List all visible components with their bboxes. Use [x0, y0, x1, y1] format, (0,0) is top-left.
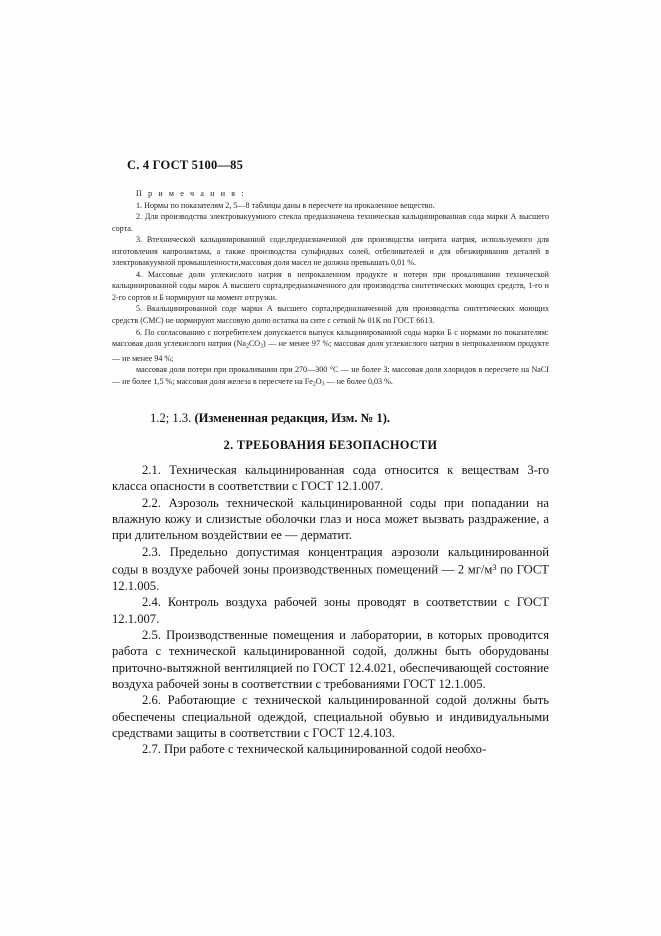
note-item: 2. Для производства электровакуумного стекла предназначена техническая кальцинированная сода марки А высшего сорта. [112, 212, 549, 233]
note6-text-e: O [315, 377, 322, 387]
note-item-6 [112, 327, 549, 365]
note-item: 3. Втехнической кальцинированной соде,предназначенной для производства нитрита натрия, используемого для изготовления капролактама, а также производства сульфидных солей, отбеливателей и для обезжиривания деталей в электровакуумной промышленности,массовая доля масел не должна превышать 0,01 %. [112, 235, 549, 268]
note6-subscript-4: 3 [321, 381, 325, 388]
clause-2-6: 2.6. Работающие с технической кальцинированной содой должны быть обеспечены специальной одеждой, специальной обувью и индивидуальными средствами защиты в соответствии с ГОСТ 12.4.103. [112, 693, 549, 740]
note6-text-c: ) — не менее 97 %; массовая доля углекислого натрия в непрокаленном продукте — не менее 94 %; [112, 339, 549, 363]
note6-text-d: массовая доля потери при прокаливании при 270—300 °C — не более 3; массовая доля хлоридов в пересчете на NaCI — не более 1,5 %; массовая доля железа в пересчете на Fe [112, 365, 549, 387]
note6-text-b: CO [248, 339, 261, 349]
clause-2-3 [112, 544, 549, 595]
note-item-6-continued [112, 364, 549, 390]
cubic-meter-superscript: 3 [492, 563, 497, 573]
running-head: С. 4 ГОСТ 5100—85 [127, 158, 244, 172]
clause-2-3-text-a: 2.3. Предельно допустимая концентрация аэрозоли кальцинированной соды в воздухе рабочей зоны производственных помещений — 2 мг/м [112, 544, 549, 577]
clause-2-1: 2.1. Техническая кальцинированная сода относится к веществам 3-го класса опасности в соответствии с ГОСТ 12.1.007. [112, 463, 549, 494]
amendment-clause-numbers: 1.2; 1.3. [150, 411, 195, 425]
clause-2-2: 2.2. Аэрозоль технической кальцинированной соды при попадании на влажную кожу и слизистые оболочки глаз и носа может вызвать раздражение, а при длительном воздействии ее — дерматит. [112, 495, 549, 543]
note6-text-a: 6. По согласованию с потребителем допускается выпуск кальцинированной соды марки Б с нормами по показателям: массовая доля углекислого натрия (Na [112, 327, 549, 349]
notes-block [112, 188, 549, 391]
section-heading: 2. ТРЕБОВАНИЯ БЕЗОПАСНОСТИ [223, 438, 438, 452]
clause-2-3-text-b: по ГОСТ 12.1.005. [112, 562, 549, 593]
note-item: 5. Вкальцинированной соде марки А высшего сорта,предназначенной для производства синтетических моющих средств (СМС) не нормируют массовую долю остатка на сите с сеткой № 01К по ГОСТ 6613. [112, 304, 549, 326]
notes-label: П р и м е ч а н и я : [136, 189, 246, 198]
note6-subscript-1: 2 [245, 343, 249, 350]
note6-text-f: — не более 0,03 %. [324, 377, 393, 387]
amendment-note [112, 410, 549, 426]
clause-2-7: 2.7. При работе с технической кальцинированной содой необхо- [142, 742, 487, 757]
note-item: 1. Нормы по показателям 2, 5—8 таблицы даны в пересчете на прокаленное вещество. [136, 200, 435, 210]
clause-2-4: 2.4. Контроль воздуха рабочей зоны проводят в соответствии с ГОСТ 12.1.007. [112, 595, 549, 626]
note6-subscript-3: 2 [312, 381, 316, 388]
note-item: 4. Массовые доли углекислого натрия в непрокаленном продукте и потери при прокаливании технической кальцинированной соды марок А высшего сорта,предназначенного для производства синтетических моющих средств, 1-го и 2-го сортов и Б нормируют на момент отгрузки. [112, 269, 549, 302]
amendment-label: (Измененная редакция, Изм. № 1). [194, 411, 391, 425]
note6-subscript-2: 3 [260, 343, 264, 350]
clause-2-5: 2.5. Производственные помещения и лаборатории, в которых проводится работа с технической кальцинированной содой, должны быть оборудованы приточно-вытяжной вентиляцией по ГОСТ 12.4.021, обеспечивающей состояние воздуха рабочей зоны в соответствии с требованиями ГОСТ 12.1.005. [112, 627, 549, 691]
body-text-block [112, 462, 549, 758]
